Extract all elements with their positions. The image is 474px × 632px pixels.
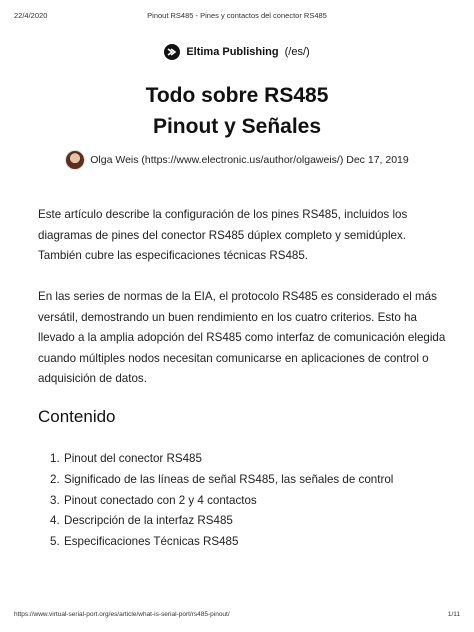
byline-text[interactable]: Olga Weis (https://www.electronic.us/author/olgaweis/) Dec 17, 2019 — [90, 154, 409, 166]
toc-item-label[interactable]: Especificaciones Técnicas RS485 — [64, 535, 239, 549]
toc-item-label[interactable]: Significado de las líneas de señal RS485, las señales de control — [64, 472, 394, 486]
print-date: 22/4/2020 — [14, 11, 48, 20]
toc-item-label[interactable]: Pinout conectado con 2 y 4 contactos — [64, 493, 257, 507]
toc-item[interactable] — [50, 449, 460, 470]
toc-item[interactable] — [50, 491, 460, 512]
page-title — [0, 80, 474, 142]
toc-item-number: 5. — [50, 535, 60, 549]
toc-item[interactable] — [50, 532, 460, 553]
intro-paragraph: Este artículo describe la configuración de los pines RS485, incluidos los diagramas de pines del conector RS485 dúplex completo y semidúplex. También cubre las especificaciones técnicas RS485. — [38, 208, 408, 262]
toc-item-label[interactable]: Descripción de la interfaz RS485 — [64, 514, 233, 528]
print-document-title: Pinout RS485 - Pines y contactos del conector RS485 — [147, 11, 327, 20]
toc-item-number: 2. — [50, 472, 60, 486]
author-avatar — [65, 150, 85, 170]
toc-item-number: 1. — [50, 452, 60, 465]
title-line-2: Pinout y Señales — [152, 115, 322, 138]
publisher-path: (/es/) — [284, 46, 310, 58]
toc-item-number: 4. — [50, 514, 60, 528]
print-footer — [0, 611, 474, 623]
toc-item[interactable] — [50, 511, 460, 532]
author-byline — [0, 150, 474, 170]
publisher-line — [0, 44, 474, 60]
page-number: 1/11 — [447, 611, 460, 618]
toc-item[interactable] — [50, 470, 460, 491]
toc-item-number: 3. — [50, 493, 60, 507]
eltima-logo-icon[interactable] — [164, 44, 180, 60]
toc-item-label[interactable]: Pinout del conector RS485 — [64, 452, 202, 465]
contents-heading: Contenido — [38, 407, 116, 426]
body-paragraph: En las series de normas de la EIA, el protocolo RS485 es considerado el más versátil, demostrando un buen rendimiento en los cuatro criterios. Esto ha llevado a la amplia adopción del RS485 como interfaz de comunicación elegida cuando múltiples nodos necesitan comunicarse en aplicaciones de control o adquisición de datos. — [38, 290, 446, 385]
print-header — [0, 11, 474, 25]
title-line-1: Todo sobre RS485 — [145, 84, 329, 107]
print-url: https://www.virtual-serial-port.org/es/article/what-is-serial-port/rs485-pinout/ — [14, 611, 230, 618]
publisher-name-link[interactable]: Eltima Publishing — [186, 46, 279, 58]
table-of-contents — [50, 449, 460, 553]
